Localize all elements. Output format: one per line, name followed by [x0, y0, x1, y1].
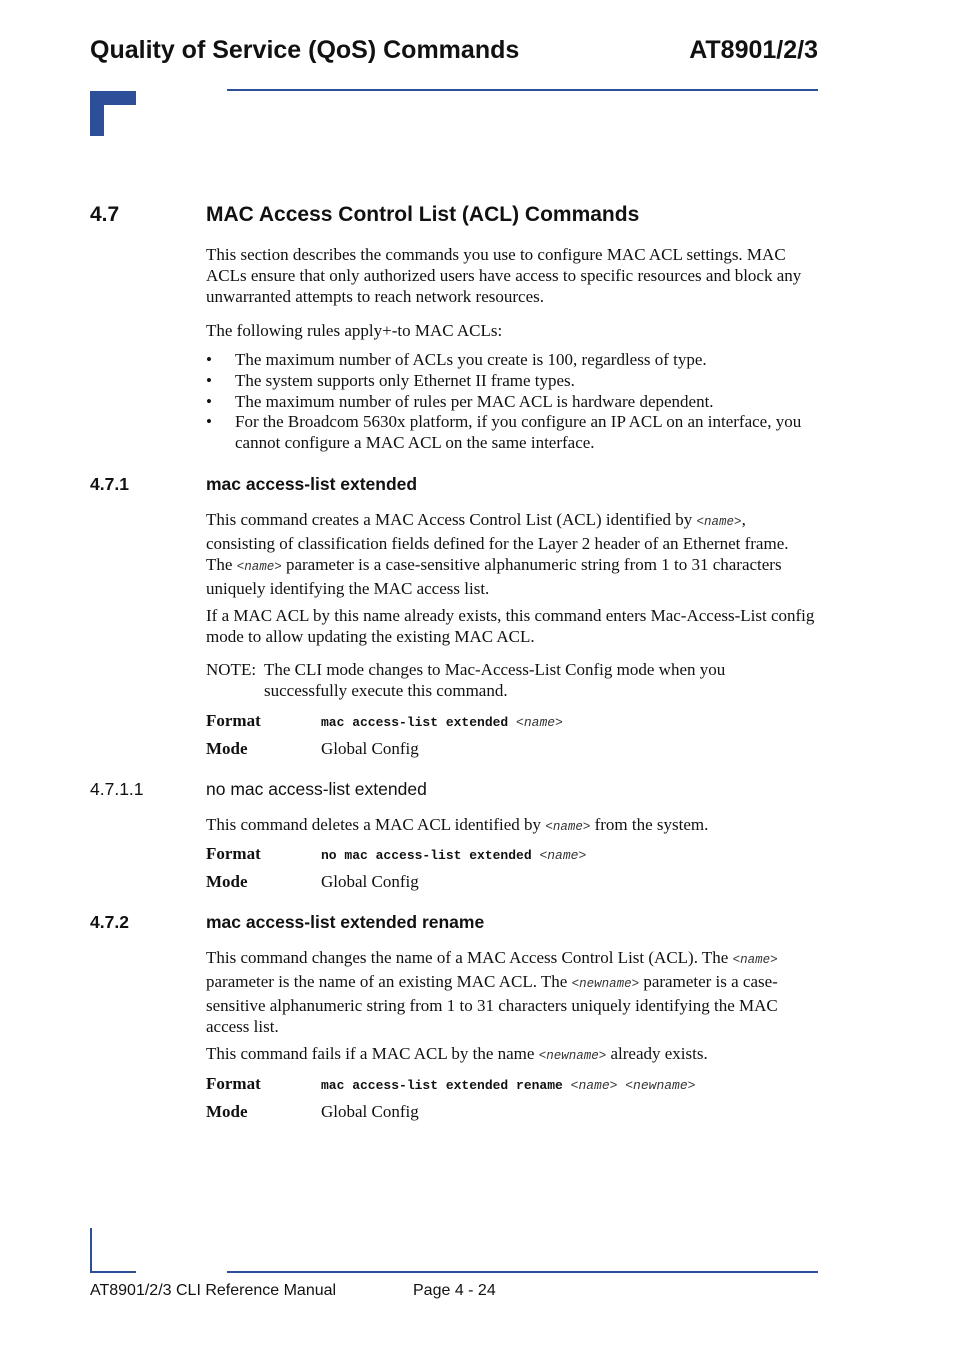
mode-value: Global Config — [321, 872, 419, 891]
name-param: <name> — [236, 560, 282, 574]
format-label: Format — [206, 844, 261, 863]
rules-intro: The following rules apply+-to MAC ACLs: — [206, 321, 503, 340]
format-label: Format — [206, 1074, 261, 1093]
footer-rule — [227, 1271, 818, 1273]
page-header-product: AT8901/2/3 — [689, 36, 818, 64]
subsection-title: mac access-list extended — [206, 474, 418, 494]
header-rule — [227, 89, 818, 91]
rules-list — [206, 350, 818, 454]
note-label: NOTE: — [206, 660, 257, 679]
mode-label: Mode — [206, 872, 248, 891]
subsubsection-title: no mac access-list extended — [206, 779, 427, 799]
mode-value: Global Config — [321, 1102, 419, 1121]
format-label: Format — [206, 711, 261, 730]
s4711-paragraph: This command deletes a MAC ACL identified by <name> from the system. — [206, 815, 709, 834]
section-title: MAC Access Control List (ACL) Commands — [206, 203, 640, 226]
name-param: <name> — [732, 953, 778, 967]
footer-manual-title: AT8901/2/3 CLI Reference Manual — [90, 1282, 337, 1299]
format-command: mac access-list extended <name> — [321, 715, 563, 730]
subsection-number: 4.7.2 — [90, 912, 129, 932]
list-item: • The system supports only Ethernet II frame types. — [206, 371, 818, 392]
newname-param: <newname> — [571, 977, 640, 991]
list-item: • The maximum number of rules per MAC ACL is hardware dependent. — [206, 392, 818, 413]
section-intro: This section describes the commands you use to configure MAC ACL settings. MAC ACLs ensure that only authorized users have access to specific resources and block any unwarranted attempts to reach network resources. — [206, 245, 802, 306]
s472-paragraph-2: This command fails if a MAC ACL by the name <newname> already exists. — [206, 1044, 708, 1063]
mode-label: Mode — [206, 1102, 248, 1121]
footer-page-number: Page 4 - 24 — [413, 1282, 496, 1299]
s471-paragraph-1: This command creates a MAC Access Control List (ACL) identified by <name>, consisting of classification fields defined for the Layer 2 header of an Ethernet frame. The <name> parameter is a case-sensitive alphanumeric string from 1 to 31 characters uniquely identifying the MAC access list. — [206, 510, 789, 598]
s472-paragraph-1: This command changes the name of a MAC Access Control List (ACL). The <name> parameter is the name of an existing MAC ACL. The <newname> parameter is a case-sensitive alphanumeric string from 1 to 31 characters uniquely identifying the MAC access list. — [206, 948, 778, 1036]
format-command: mac access-list extended rename <name> <newname> — [321, 1078, 696, 1093]
mode-value: Global Config — [321, 739, 419, 758]
format-command: no mac access-list extended <name> — [321, 848, 587, 863]
page-header-title: Quality of Service (QoS) Commands — [90, 36, 520, 64]
note-text: The CLI mode changes to Mac-Access-List Config mode when you successfully execute this command. — [264, 660, 726, 700]
newname-param: <newname> — [538, 1049, 607, 1063]
section-number: 4.7 — [90, 203, 120, 226]
name-param: <name> — [545, 820, 591, 834]
subsubsection-number: 4.7.1.1 — [90, 779, 144, 799]
s471-paragraph-2: If a MAC ACL by this name already exists, this command enters Mac-Access-List config mode to allow updating the existing MAC ACL. — [206, 606, 815, 646]
list-item: • The maximum number of ACLs you create is 100, regardless of type. — [206, 350, 818, 371]
name-param: <name> — [696, 515, 742, 529]
list-item: • For the Broadcom 5630x platform, if you configure an IP ACL on an interface, you cannot configure a MAC ACL on the same interface. — [206, 412, 818, 454]
subsection-number: 4.7.1 — [90, 474, 129, 494]
mode-label: Mode — [206, 739, 248, 758]
subsection-title: mac access-list extended rename — [206, 912, 485, 932]
